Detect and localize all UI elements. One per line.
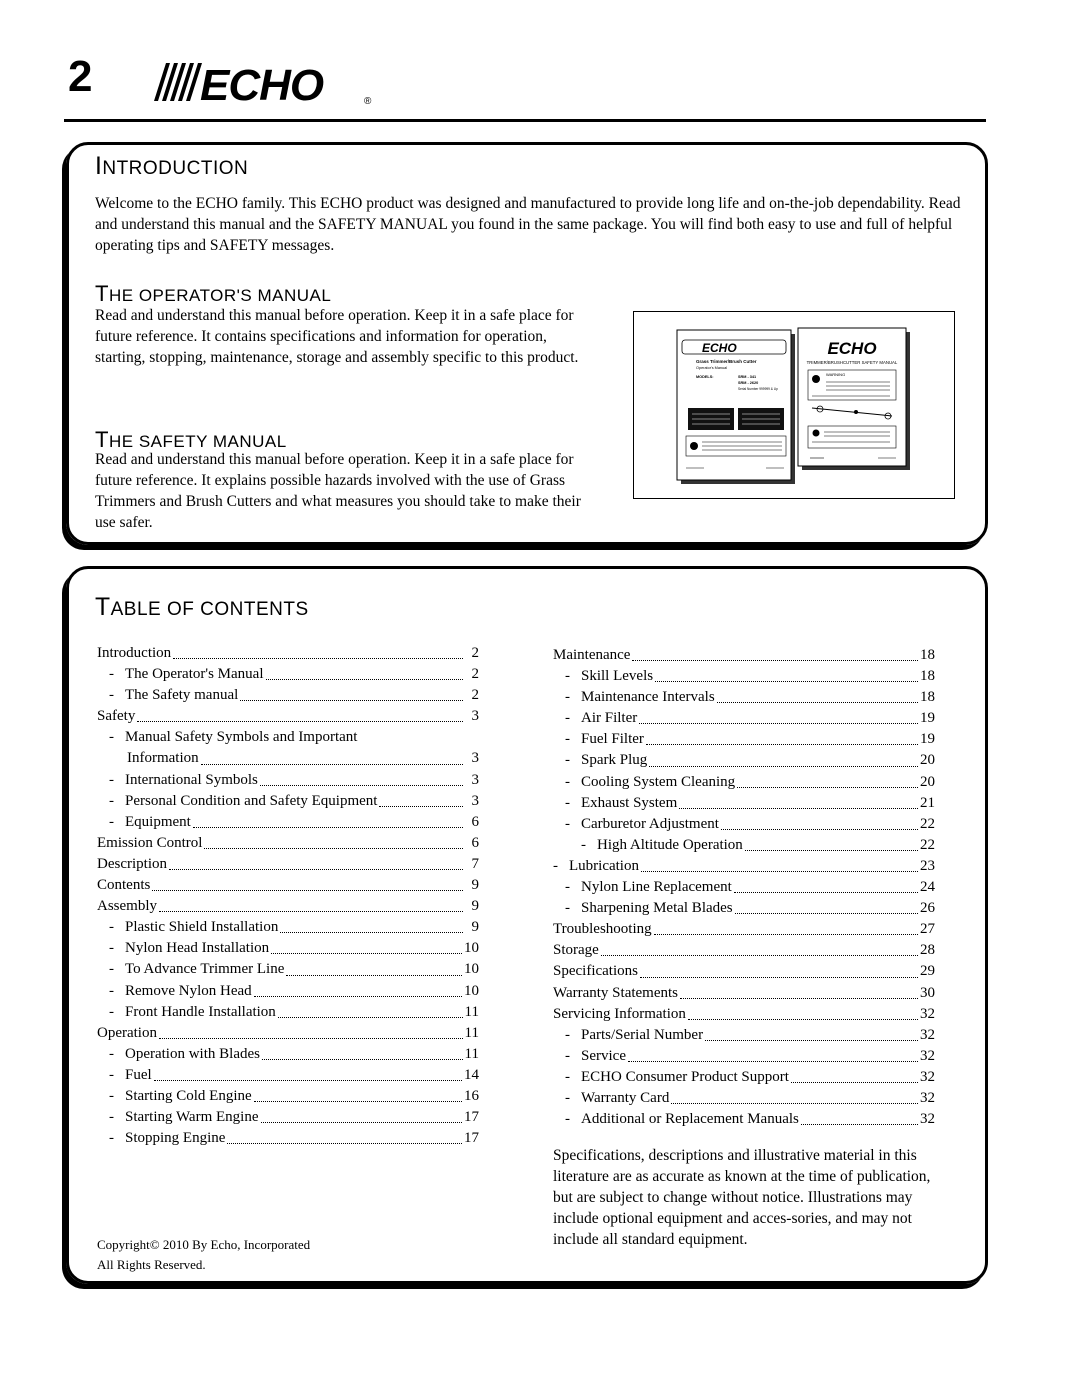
toc-entry-page: 10 — [464, 982, 479, 999]
toc-right-column — [553, 645, 935, 1130]
toc-entry-leader — [159, 1038, 463, 1039]
toc-entry-label: Nylon Line Replacement — [581, 879, 732, 896]
toc-entry — [97, 1044, 479, 1065]
introduction-heading: INTRODUCTION — [95, 153, 249, 180]
toc-entry-dash: - — [565, 879, 570, 896]
toc-entry-dash: - — [565, 900, 570, 917]
toc-entry-dash: - — [565, 1047, 570, 1064]
toc-entry-dash: - — [565, 815, 570, 832]
toc-entry-page: 9 — [471, 877, 479, 894]
svg-text:Operator's Manual: Operator's Manual — [696, 366, 728, 370]
rights-line: All Rights Reserved. — [97, 1257, 206, 1272]
toc-entry — [553, 729, 935, 750]
toc-entry-page: 3 — [471, 771, 479, 788]
toc-entry — [97, 938, 479, 959]
toc-entry-leader — [680, 998, 918, 999]
toc-entry-page: 22 — [920, 815, 935, 832]
toc-entry-leader — [734, 892, 918, 893]
toc-entry-leader — [260, 785, 463, 786]
toc-entry-dash: - — [109, 919, 114, 936]
toc-entry-dash: - — [109, 771, 114, 788]
toc-entry-label: Cooling System Cleaning — [581, 773, 736, 790]
toc-entry-label: Skill Levels — [581, 668, 654, 685]
toc-entry-label: Carburetor Adjustment — [581, 815, 719, 832]
header-rule — [64, 119, 986, 122]
toc-entry — [97, 833, 479, 854]
toc-entry-page: 6 — [471, 813, 479, 830]
toc-entry-leader — [688, 1019, 918, 1020]
toc-entry-dash: - — [109, 1066, 114, 1083]
toc-entry-page: 32 — [920, 1005, 935, 1022]
toc-entry-dash: - — [565, 1089, 570, 1106]
page-number: 2 — [68, 52, 93, 101]
toc-entry-label: Fuel Filter — [581, 731, 644, 748]
operators-manual-heading: THE OPERATOR'S MANUAL — [95, 281, 332, 306]
toc-entry-dash: - — [565, 1068, 570, 1085]
toc-entry — [97, 1107, 479, 1128]
toc-entry — [97, 706, 479, 727]
toc-entry-dash: - — [565, 773, 570, 790]
toc-entry-page: 9 — [471, 919, 479, 936]
toc-entry-leader — [254, 1101, 462, 1102]
toc-entry-leader — [173, 658, 463, 659]
toc-entry — [97, 812, 479, 833]
toc-entry-leader — [671, 1103, 918, 1104]
toc-entry-dash: - — [565, 752, 570, 769]
toc-entry-leader — [159, 911, 463, 912]
toc-entry-page: 16 — [464, 1087, 479, 1104]
toc-entry-leader — [735, 913, 918, 914]
toc-entry — [553, 645, 935, 666]
toc-entry-page: 20 — [920, 773, 935, 790]
toc-entry-label: Manual Safety Symbols and Important — [125, 729, 358, 746]
toc-entry-leader — [280, 932, 463, 933]
toc-entry — [97, 664, 479, 685]
toc-entry-leader — [262, 1059, 463, 1060]
toc-entry-dash: - — [109, 1087, 114, 1104]
toc-entry-leader — [601, 955, 918, 956]
toc-entry-label: High Altitude Operation — [597, 836, 743, 853]
toc-entry-page: 30 — [920, 984, 935, 1001]
toc-entry — [553, 983, 935, 1004]
disclaimer-text: Specifications, descriptions and illustrative material in this literature are as accurate as known at the time of publication, but are subject to change without notice. Illustrations may include optional equipment and acces-sories, and may not include all standard equipment. — [553, 1147, 931, 1248]
toc-entry-page: 3 — [471, 750, 479, 767]
toc-entry-leader — [193, 827, 463, 828]
toc-entry-label: Emission Control — [97, 834, 203, 851]
toc-entry-label: Front Handle Installation — [125, 1003, 276, 1020]
toc-entry-leader — [641, 871, 918, 872]
toc-entry-label: Nylon Head Installation — [125, 940, 270, 957]
toc-entry-page: 20 — [920, 752, 935, 769]
toc-entry-leader — [649, 766, 918, 767]
toc-entry-label: Additional or Replacement Manuals — [581, 1111, 799, 1128]
toc-entry-label: Fuel — [125, 1066, 152, 1083]
toc-entry — [553, 856, 935, 877]
toc-entry-dash: - — [565, 1026, 570, 1043]
toc-entry-dash: - — [109, 729, 114, 746]
toc-entry-leader — [717, 702, 918, 703]
toc-entry-label: To Advance Trimmer Line — [125, 961, 285, 978]
toc-entry-leader — [801, 1124, 918, 1125]
toc-entry — [97, 959, 479, 980]
toc-entry-label: Starting Warm Engine — [125, 1109, 259, 1126]
toc-entry-label: Safety — [97, 708, 136, 725]
toc-entry-leader — [240, 700, 463, 701]
toc-entry-leader — [286, 975, 462, 976]
toc-entry — [97, 1065, 479, 1086]
toc-entry — [553, 708, 935, 729]
toc-entry-page: 17 — [464, 1109, 479, 1126]
toc-entry — [553, 687, 935, 708]
copyright-notice — [97, 1235, 310, 1275]
toc-entry-leader — [271, 953, 462, 954]
toc-entry-page: 3 — [471, 708, 479, 725]
toc-entry-page: 32 — [920, 1111, 935, 1128]
toc-entry-label: Maintenance Intervals — [581, 689, 715, 706]
svg-text:ECHO: ECHO — [702, 341, 737, 355]
toc-entry-page: 22 — [920, 836, 935, 853]
manuals-illustration — [633, 311, 955, 499]
toc-entry — [553, 898, 935, 919]
toc-entry — [97, 854, 479, 875]
toc-entry-page: 21 — [920, 794, 935, 811]
toc-entry-dash: - — [565, 689, 570, 706]
toc-entry-label: Warranty Statements — [553, 984, 679, 1001]
toc-entry-dash: - — [553, 857, 558, 874]
registered-mark: ® — [364, 96, 372, 107]
toc-entry-label: Personal Condition and Safety Equipment — [125, 792, 378, 809]
toc-entry-leader — [679, 808, 918, 809]
toc-entry-leader — [628, 1061, 918, 1062]
toc-entry-page: 11 — [464, 1024, 479, 1041]
toc-entry-label: Equipment — [125, 813, 191, 830]
toc-entry-label: Operation — [97, 1024, 157, 1041]
toc-entry-page: 19 — [920, 710, 935, 727]
toc-entry-page: 28 — [920, 942, 935, 959]
toc-entry-page: 23 — [920, 857, 935, 874]
toc-entry-label: ECHO Consumer Product Support — [581, 1068, 789, 1085]
toc-entry-leader — [254, 996, 462, 997]
toc-entry — [97, 748, 479, 769]
toc-entry — [553, 940, 935, 961]
toc-entry-leader — [137, 721, 463, 722]
toc-entry — [553, 961, 935, 982]
toc-entry-leader — [737, 787, 918, 788]
toc-entry-label: Storage — [553, 942, 599, 959]
toc-entry-label: Contents — [97, 877, 151, 894]
toc-entry-leader — [721, 829, 918, 830]
toc-entry-label: Specifications — [553, 963, 638, 980]
toc-entry — [553, 666, 935, 687]
toc-entry-dash: - — [109, 1003, 114, 1020]
table-of-contents-heading: TABLE OF CONTENTS — [95, 594, 309, 621]
toc-entry-leader — [278, 1017, 463, 1018]
toc-entry-page: 11 — [464, 1003, 479, 1020]
svg-text:Grass Trimmer/Brush Cutter: Grass Trimmer/Brush Cutter — [696, 359, 757, 364]
toc-entry-label: The Operator's Manual — [125, 666, 264, 683]
toc-entry-page: 18 — [920, 647, 935, 663]
toc-entry-label: Spark Plug — [581, 752, 648, 769]
toc-entry — [553, 1088, 935, 1109]
toc-entry-label: Lubrication — [569, 857, 639, 874]
toc-entry-page: 32 — [920, 1026, 935, 1043]
introduction-box — [66, 142, 988, 545]
toc-entry — [553, 793, 935, 814]
toc-entry-label: Plastic Shield Installation — [125, 919, 279, 936]
toc-entry-leader — [632, 660, 918, 661]
toc-entry-label: Description — [97, 855, 167, 872]
safety-manual-cover — [798, 328, 910, 470]
toc-entry — [553, 919, 935, 940]
svg-text:SRM - 341: SRM - 341 — [738, 375, 757, 379]
toc-entry-dash: - — [109, 961, 114, 978]
toc-entry-dash: - — [565, 1111, 570, 1128]
toc-entry — [97, 727, 479, 748]
toc-entry — [553, 877, 935, 898]
toc-entry — [97, 917, 479, 938]
toc-entry-leader — [169, 869, 463, 870]
svg-text:WARNING: WARNING — [826, 372, 846, 377]
toc-entry-page: 26 — [920, 900, 935, 917]
toc-entry-leader — [201, 764, 463, 765]
toc-entry-label: Information — [127, 750, 199, 767]
toc-entry-page: 7 — [471, 855, 479, 872]
toc-entry-dash: - — [109, 813, 114, 830]
toc-entry-label: Maintenance — [553, 647, 631, 663]
toc-entry-page: 32 — [920, 1089, 935, 1106]
toc-entry-leader — [227, 1143, 462, 1144]
toc-entry-page: 6 — [471, 834, 479, 851]
toc-entry — [553, 1004, 935, 1025]
toc-entry-page: 17 — [464, 1130, 479, 1147]
toc-entry — [97, 1128, 479, 1149]
operators-manual-cover — [677, 330, 795, 484]
svg-text:MODELS:: MODELS: — [696, 375, 714, 379]
toc-entry — [97, 875, 479, 896]
toc-entry-dash: - — [565, 668, 570, 685]
toc-entry — [553, 772, 935, 793]
logo-wordmark: ECHO — [200, 61, 324, 109]
toc-entry-leader — [379, 806, 463, 807]
toc-entry-page: 9 — [471, 898, 479, 915]
toc-entry-dash: - — [109, 666, 114, 683]
toc-entry — [97, 896, 479, 917]
safety-manual-heading: THE SAFETY MANUAL — [95, 427, 287, 452]
toc-entry — [553, 1025, 935, 1046]
toc-entry-label: Remove Nylon Head — [125, 982, 252, 999]
toc-entry — [97, 1002, 479, 1023]
toc-entry-page: 2 — [471, 666, 479, 683]
copyright-line: Copyright© 2010 By Echo, Incorporated — [97, 1237, 311, 1252]
toc-entry-dash: - — [565, 731, 570, 748]
toc-entry-leader — [152, 890, 463, 891]
toc-entry — [553, 750, 935, 771]
toc-entry-leader — [261, 1122, 463, 1123]
toc-entry-leader — [646, 744, 918, 745]
toc-entry — [553, 814, 935, 835]
toc-entry-leader — [745, 850, 918, 851]
toc-entry-label: Stopping Engine — [125, 1130, 226, 1147]
toc-entry-dash: - — [109, 982, 114, 999]
operators-manual-text: Read and understand this manual before operation. Keep it in a safe place for future reference. It contains specifications and information for operation, starting, stopping, maintenance, storage and assembly specific to this product. — [95, 307, 579, 366]
toc-entry-page: 29 — [920, 963, 935, 980]
toc-entry-dash: - — [109, 792, 114, 809]
toc-entry-page: 32 — [920, 1047, 935, 1064]
toc-entry-label: Warranty Card — [581, 1089, 670, 1106]
toc-entry — [97, 1086, 479, 1107]
toc-left-column — [97, 643, 479, 1149]
toc-entry-label: Troubleshooting — [553, 921, 652, 938]
toc-entry-label: Introduction — [97, 645, 172, 661]
table-of-contents-box — [66, 566, 988, 1284]
toc-entry-leader — [266, 679, 464, 680]
toc-entry — [97, 1023, 479, 1044]
toc-entry — [553, 1109, 935, 1130]
toc-entry — [553, 835, 935, 856]
toc-entry-leader — [791, 1082, 918, 1083]
toc-entry-label: The Safety manual — [125, 687, 239, 704]
toc-entry-dash: - — [109, 687, 114, 704]
toc-entry-dash: - — [109, 1130, 114, 1147]
toc-entry — [97, 770, 479, 791]
toc-entry — [97, 643, 479, 664]
toc-entry-page: 10 — [464, 940, 479, 957]
toc-entry-leader — [705, 1040, 918, 1041]
toc-entry-label: Starting Cold Engine — [125, 1087, 252, 1104]
svg-text:Serial Number 999999 & Up: Serial Number 999999 & Up — [738, 387, 778, 391]
toc-entry-label: Exhaust System — [581, 794, 678, 811]
toc-entry-label: Sharpening Metal Blades — [581, 900, 733, 917]
toc-entry-label: International Symbols — [125, 771, 258, 788]
toc-entry — [553, 1046, 935, 1067]
toc-entry — [97, 685, 479, 706]
toc-entry-dash: - — [109, 1045, 114, 1062]
echo-logo — [142, 57, 378, 109]
toc-entry-leader — [204, 848, 463, 849]
toc-entry-leader — [154, 1080, 462, 1081]
toc-entry-page: 27 — [920, 921, 935, 938]
toc-entry-page: 14 — [464, 1066, 479, 1083]
toc-entry-leader — [655, 681, 918, 682]
toc-entry — [553, 1067, 935, 1088]
svg-text:TRIMMER/BRUSHCUTTER SAFETY MAN: TRIMMER/BRUSHCUTTER SAFETY MANUAL — [806, 360, 898, 365]
toc-entry-leader — [654, 934, 918, 935]
toc-entry-leader — [639, 723, 918, 724]
toc-entry-dash: - — [109, 940, 114, 957]
toc-entry-page: 2 — [471, 687, 479, 704]
toc-entry-dash: - — [581, 836, 586, 853]
toc-entry-label: Assembly — [97, 898, 157, 915]
toc-entry-page: 10 — [464, 961, 479, 978]
toc-entry — [97, 981, 479, 1002]
toc-entry-label: Service — [581, 1047, 626, 1064]
toc-entry-dash: - — [565, 710, 570, 727]
toc-entry-label: Parts/Serial Number — [581, 1026, 704, 1043]
toc-entry-dash: - — [565, 794, 570, 811]
toc-entry-page: 18 — [920, 668, 935, 685]
toc-entry-page: 2 — [471, 645, 479, 661]
svg-text:ECHO: ECHO — [827, 339, 877, 358]
toc-entry-leader — [640, 977, 918, 978]
toc-entry-page: 24 — [920, 879, 935, 896]
svg-text:SRM - 2620: SRM - 2620 — [738, 381, 759, 385]
toc-entry-page: 18 — [920, 689, 935, 706]
toc-entry-label: Operation with Blades — [125, 1045, 260, 1062]
toc-entry-label: Air Filter — [581, 710, 638, 727]
introduction-text: Welcome to the ECHO family. This ECHO product was designed and manufactured to provide long life and on-the-job dependability. Read and understand this manual and the SAFETY MANUAL you found in the same package. You will find both easy to use and full of helpful operating tips and SAFETY messages. — [95, 195, 961, 254]
toc-entry-page: 3 — [471, 792, 479, 809]
safety-manual-text: Read and understand this manual before operation. Keep it in a safe place for future reference. It explains possible hazards involved with the use of Grass Trimmers and Brush Cutters and what measures you should take to make their use safer. — [95, 451, 581, 531]
toc-entry-page: 32 — [920, 1068, 935, 1085]
toc-entry-page: 11 — [464, 1045, 479, 1062]
toc-entry — [97, 791, 479, 812]
toc-entry-label: Servicing Information — [553, 1005, 686, 1022]
toc-entry-dash: - — [109, 1109, 114, 1126]
toc-entry-page: 19 — [920, 731, 935, 748]
